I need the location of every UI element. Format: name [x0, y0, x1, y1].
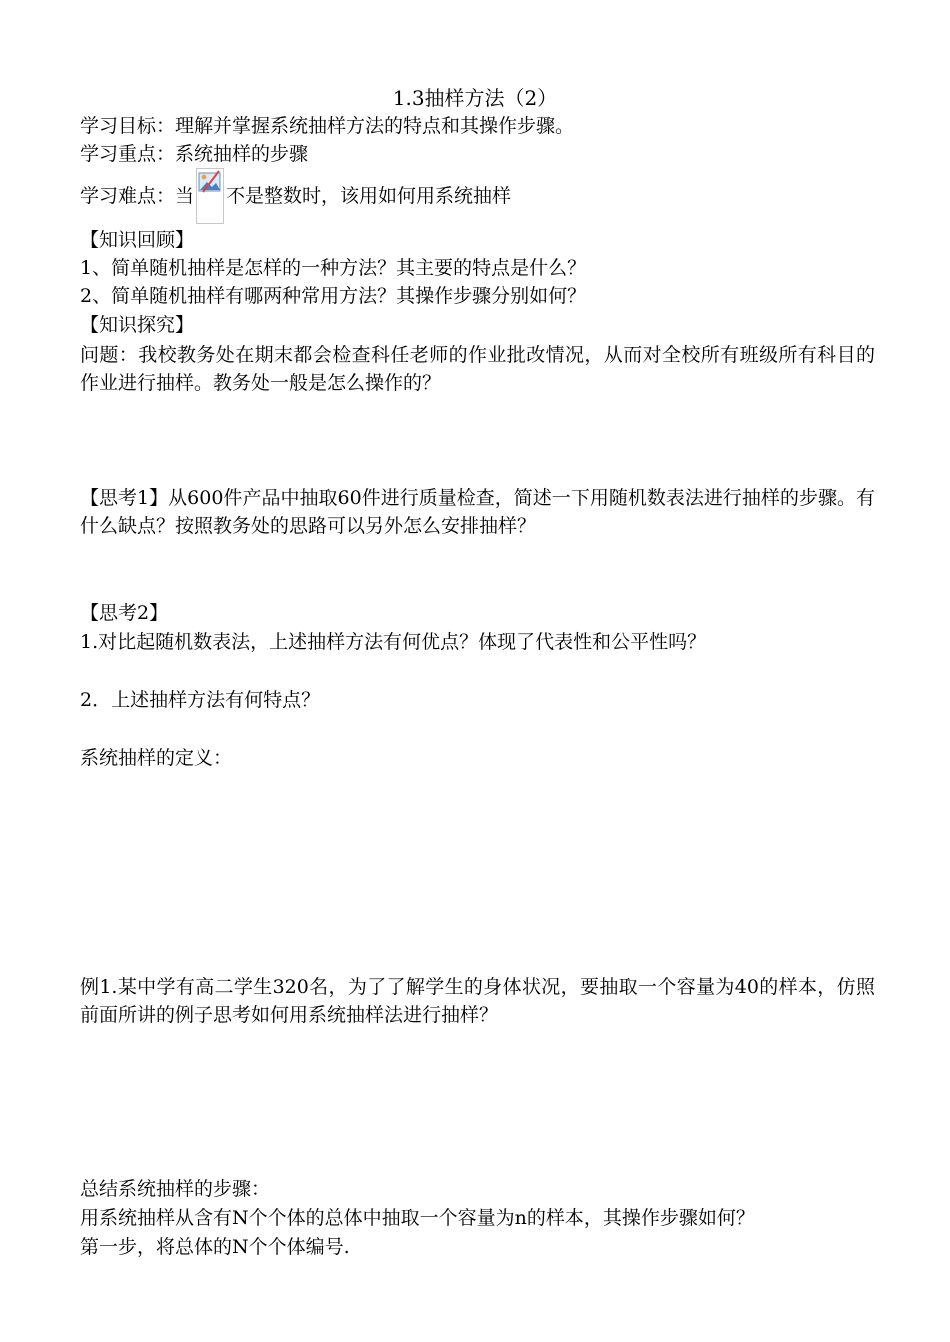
summary-question: 用系统抽样从含有N个个体的总体中抽取一个容量为n的样本，其操作步骤如何？ — [80, 1207, 755, 1229]
broken-image-icon — [196, 168, 224, 224]
example-1: 例1.某中学有高二学生320名，为了了解学生的身体状况，要抽取一个容量为40的样本，仿照前面所讲的例子思考如何用系统抽样法进行抽样？ — [80, 976, 875, 1026]
definition-label: 系统抽样的定义： — [80, 747, 233, 769]
think-2-question-2: 2．上述抽样方法有何特点？ — [80, 689, 321, 711]
think-1: 【思考1】从600件产品中抽取60件进行质量检查，简述一下用随机数表法进行抽样的步骤。有什么缺点？按照教务处的思路可以另外怎么安排抽样？ — [80, 487, 875, 537]
think-2-heading: 【思考2】 — [80, 602, 169, 624]
learning-objective: 学习目标：理解并掌握系统抽样方法的特点和其操作步骤。 — [80, 115, 575, 137]
summary-step-1: 第一步，将总体的N个个体编号. — [80, 1236, 350, 1258]
difficulty-suffix: 不是整数时，该用如何用系统抽样 — [226, 185, 512, 207]
explore-heading: 【知识探究】 — [80, 314, 195, 336]
review-heading: 【知识回顾】 — [80, 229, 195, 251]
think-2-question-1: 1.对比起随机数表法，上述抽样方法有何优点？体现了代表性和公平性吗？ — [80, 631, 707, 653]
page-title: 1.3抽样方法（2） — [392, 86, 558, 110]
difficulty-prefix: 学习难点：当 — [80, 185, 195, 207]
summary-heading: 总结系统抽样的步骤： — [80, 1178, 271, 1200]
review-question-1: 1、简单随机抽样是怎样的一种方法？其主要的特点是什么？ — [80, 257, 587, 279]
review-question-2: 2、简单随机抽样有哪两种常用方法？其操作步骤分别如何？ — [80, 285, 587, 307]
learning-difficulty — [80, 166, 875, 226]
explore-problem: 问题：我校教务处在期末都会检查科任老师的作业批改情况，从而对全校所有班级所有科目的作业进行抽样。教务处一般是怎么操作的？ — [80, 344, 875, 394]
learning-key-point: 学习重点：系统抽样的步骤 — [80, 143, 309, 165]
